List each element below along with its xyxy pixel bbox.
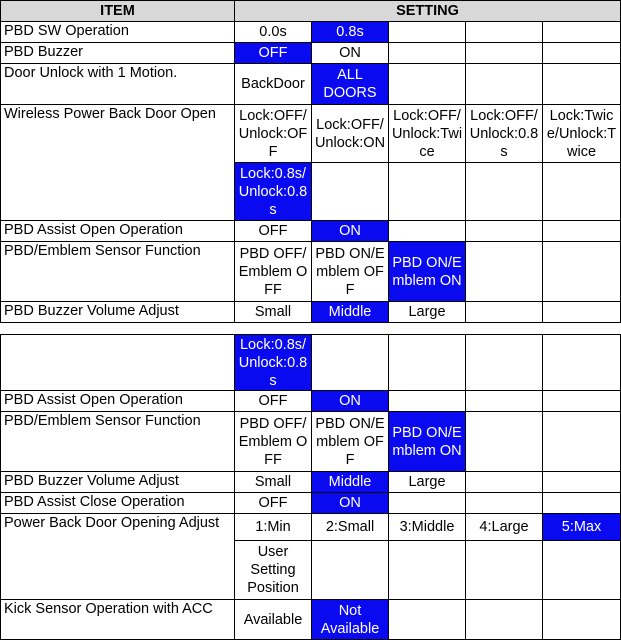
table-row (1, 242, 621, 302)
setting-cell: 3:Middle (389, 514, 466, 541)
empty-cell (543, 242, 621, 302)
selected-setting-cell: ON (312, 221, 389, 242)
selected-setting-cell: ON (312, 493, 389, 514)
empty-cell (466, 43, 543, 64)
empty-cell (543, 472, 621, 493)
empty-cell (389, 22, 466, 43)
setting-cell: Small (235, 472, 312, 493)
setting-cell: OFF (235, 391, 312, 412)
selected-setting-cell: ON (312, 391, 389, 412)
row-label: Kick Sensor Operation with ACC (1, 600, 235, 640)
item-header: ITEM (1, 1, 235, 22)
selected-setting-cell: PBD ON/Emblem ON (389, 242, 466, 302)
setting-cell: 4:Large (466, 514, 543, 541)
setting-cell: PBD ON/Emblem OFF (312, 412, 389, 472)
empty-cell (466, 163, 543, 221)
empty-cell (312, 335, 389, 391)
table-row (1, 412, 621, 472)
setting-cell: Lock:OFF/Unlock:0.8s (466, 105, 543, 163)
setting-cell: User Setting Position (235, 541, 312, 600)
row-label: PBD/Emblem Sensor Function (1, 242, 235, 302)
selected-setting-cell: 5:Max (543, 514, 621, 541)
empty-cell (389, 600, 466, 640)
row-label: PBD Buzzer (1, 43, 235, 64)
table-row (1, 335, 621, 391)
setting-header: SETTING (235, 1, 621, 22)
empty-cell (543, 163, 621, 221)
empty-cell (389, 221, 466, 242)
empty-cell (466, 242, 543, 302)
row-label: PBD SW Operation (1, 22, 235, 43)
empty-cell (543, 43, 621, 64)
setting-cell: Large (389, 302, 466, 323)
settings-table-continued (0, 334, 621, 640)
empty-cell (466, 335, 543, 391)
empty-cell (466, 493, 543, 514)
setting-cell: Lock:Twice/Unlock:Twice (543, 105, 621, 163)
selected-setting-cell: Lock:0.8s/Unlock:0.8s (235, 163, 312, 221)
setting-cell: ON (312, 43, 389, 64)
empty-cell (389, 43, 466, 64)
empty-cell (312, 541, 389, 600)
setting-cell: 2:Small (312, 514, 389, 541)
empty-cell (389, 541, 466, 600)
setting-cell: PBD ON/Emblem OFF (312, 242, 389, 302)
setting-cell: Lock:OFF/Unlock:Twice (389, 105, 466, 163)
empty-cell (466, 302, 543, 323)
setting-cell: Lock:OFF/Unlock:ON (312, 105, 389, 163)
empty-cell (466, 391, 543, 412)
empty-cell (466, 541, 543, 600)
table-row (1, 302, 621, 323)
setting-cell: Available (235, 600, 312, 640)
table-header-row (1, 1, 621, 22)
empty-cell (389, 391, 466, 412)
empty-cell (389, 335, 466, 391)
empty-cell (466, 22, 543, 43)
row-label: Door Unlock with 1 Motion. (1, 64, 235, 105)
empty-cell (543, 302, 621, 323)
empty-cell (389, 493, 466, 514)
empty-cell (543, 335, 621, 391)
selected-setting-cell: Lock:0.8s/Unlock:0.8s (235, 335, 312, 391)
table-row (1, 221, 621, 242)
empty-cell (389, 64, 466, 105)
row-label: PBD/Emblem Sensor Function (1, 412, 235, 472)
empty-cell (389, 163, 466, 221)
empty-cell (312, 163, 389, 221)
empty-cell (543, 412, 621, 472)
setting-cell: OFF (235, 221, 312, 242)
selected-setting-cell: OFF (235, 43, 312, 64)
table-row (1, 391, 621, 412)
empty-cell (1, 335, 235, 391)
setting-cell: PBD OFF/Emblem OFF (235, 242, 312, 302)
setting-cell: Large (389, 472, 466, 493)
selected-setting-cell: ALL DOORS (312, 64, 389, 105)
table-row (1, 514, 621, 541)
empty-cell (466, 472, 543, 493)
empty-cell (466, 412, 543, 472)
setting-cell: Lock:OFF/Unlock:OFF (235, 105, 312, 163)
empty-cell (543, 64, 621, 105)
setting-cell: OFF (235, 493, 312, 514)
table-row (1, 64, 621, 105)
table-row (1, 600, 621, 640)
selected-setting-cell: Not Available (312, 600, 389, 640)
empty-cell (543, 391, 621, 412)
selected-setting-cell: Middle (312, 472, 389, 493)
empty-cell (466, 600, 543, 640)
empty-cell (543, 541, 621, 600)
selected-setting-cell: PBD ON/Emblem ON (389, 412, 466, 472)
table-row (1, 105, 621, 163)
row-label: PBD Assist Open Operation (1, 221, 235, 242)
empty-cell (466, 221, 543, 242)
empty-cell (543, 221, 621, 242)
row-label: PBD Assist Open Operation (1, 391, 235, 412)
table-row (1, 43, 621, 64)
table-row (1, 493, 621, 514)
row-label: Power Back Door Opening Adjust (1, 514, 235, 600)
selected-setting-cell: Middle (312, 302, 389, 323)
row-label: Wireless Power Back Door Open (1, 105, 235, 221)
row-label: PBD Buzzer Volume Adjust (1, 302, 235, 323)
setting-cell: 1:Min (235, 514, 312, 541)
empty-cell (543, 493, 621, 514)
table-segment-bottom (0, 336, 620, 637)
setting-cell: 0.0s (235, 22, 312, 43)
empty-cell (543, 22, 621, 43)
table-row (1, 472, 621, 493)
empty-cell (543, 600, 621, 640)
setting-cell: PBD OFF/Emblem OFF (235, 412, 312, 472)
selected-setting-cell: 0.8s (312, 22, 389, 43)
setting-cell: BackDoor (235, 64, 312, 105)
row-label: PBD Assist Close Operation (1, 493, 235, 514)
empty-cell (466, 64, 543, 105)
table-row (1, 22, 621, 43)
row-label: PBD Buzzer Volume Adjust (1, 472, 235, 493)
setting-cell: Small (235, 302, 312, 323)
